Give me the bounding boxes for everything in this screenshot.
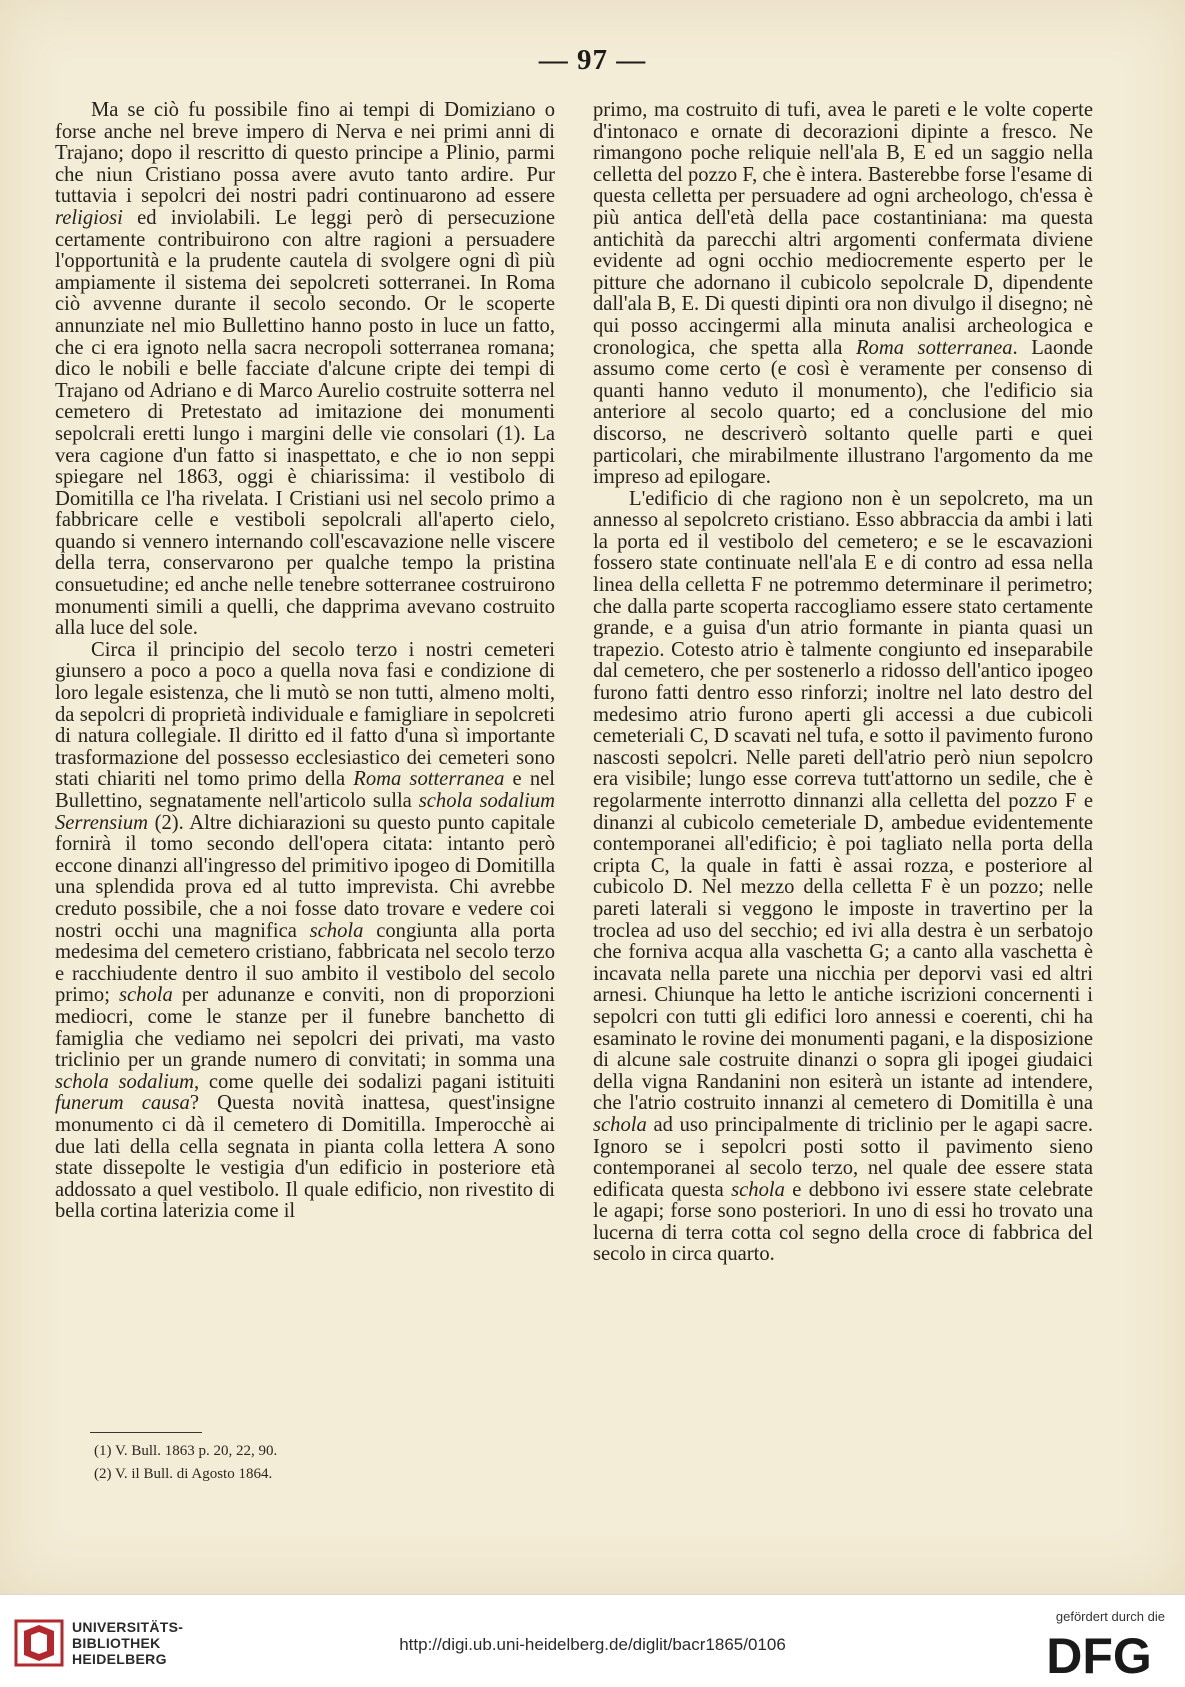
page-number: — 97 —	[538, 44, 647, 76]
right-column	[593, 100, 1093, 1266]
paragraph: L'edificio di che ragiono non è un sepolcreto, ma un annesso al sepolcreto cristiano. Esso abbraccia da ambi i lati la porta ed il vestibolo del cemetero; e se le escavazioni fossero state continuate nell'ala E e di contro ad essa nella linea della celletta F ne potremmo determinare il perimetro; che dalla parte scoperta raccogliamo essere stato certamente grande, e a guisa d'un atrio formante in pianta quasi un trapezio. Cotesto atrio è talmente congiunto ed inseparabile dal cemetero, che per sostenerlo a ridosso dell'antico ipogeo furono fatti dentro esso rinforzi; inoltre nel lato destro del medesimo atrio furono aperti gli accessi a due cubicoli cemeteriali C, D scavati nel tufa, e sotto il pavimento furono nascosti sepolcri. Nelle pareti dell'atrio però niun sepolcro era visibile; lungo esse correva tutt'attorno un sedile, che è regolarmente interrotto dinnanzi alla celletta del pozzo F e dinanzi al cubicolo cemeteriale D, ambedue evidentemente contemporanei all'edificio; è poi tagliato nella porta della cripta C, la quale in fatti è assai rozza, e posteriore al cubicolo D. Nel mezzo della celletta F è un pozzo; nelle pareti laterali si veggono le imposte in travertino per la troclea ad uso del secchio; ed ivi alla destra è un serbatojo che forniva acqua alla vaschetta G; a canto alla vaschetta è incavata nella parete una nicchia per deporvi vasi ed altri arnesi. Chiunque ha letto le antiche iscrizioni concernenti i sepolcri con tutti gli edifici loro annessi e coerenti, chi ha esaminato le rovine dei monumenti pagani, e la disposizione di alcune sale costruite dinanzi o sopra gli ipogei giudaici della vigna Randanini non esiterà un istante ad intendere, che l'atrio costruito innanzi al cemetero di Domitilla è una schola ad uso principalmente di triclinio per le agapi sacre. Ignoro se i sepolcri posti sotto il pavimento sieno contemporanei al secolo terzo, nel quale dee essere stata edificata questa schola e debbono ivi essere state celebrate le agapi; forse sono posteriori. In uno di essi ho trovato una lucerna di terra cotta col segno della croce di fabbrica del secolo in circa quarto.	[593, 487, 1093, 1266]
permalink-url[interactable]: http://digi.ub.uni-heidelberg.de/diglit/bacr1865/0106	[399, 1635, 786, 1654]
left-column	[55, 100, 555, 1223]
footnote: (1) V. Bull. 1863 p. 20, 22, 90.	[94, 1443, 278, 1459]
footnote-divider	[90, 1432, 202, 1433]
library-name-line: UNIVERSITÄTS-	[72, 1619, 184, 1635]
paragraph: primo, ma costruito di tufi, avea le pareti e le volte coperte d'intonaco e ornate di decorazioni dipinte a fresco. Ne rimangono poche reliquie nell'ala B, E ed un saggio nella celletta del pozzo F, che è intera. Basterebbe forse l'esame di questa celletta per persuadere ad ogni archeologo, ch'essa è più antica dell'età della pace costantiniana: ma questa antichità da parecchi altri argomenti confermata diviene evidente ad ogni occhio mediocremente esperto per le pitture che adornano il cubicolo sepolcrale D, dipendente dall'ala B, E. Di questi dipinti ora non divulgo il disegno; nè qui posso accingermi alla minuta analisi archeologica e cronologica, che spetta alla Roma sotterranea. Laonde assumo come certo (e così è veramente per consenso di quanti hanno veduto il monumento), che l'edificio sia anteriore al secolo quarto; ed a conclusione del mio discorso, ne descriverò soltanto quelle parti e quei particolari, che mirabilmente illustrano l'argomento da me impreso ad epilogare.	[593, 99, 1093, 489]
footnote: (2) V. il Bull. di Agosto 1864.	[94, 1466, 273, 1482]
paragraph: Circa il principio del secolo terzo i nostri cemeteri giunsero a poco a poco a quella nova fasi e condizione di loro legale esistenza, che li mutò se non tutti, almeno molti, da sepolcri di proprietà individuale e famigliare in sepolcreti di natura collegiale. Il diritto ed il fatto d'una sì importante trasformazione del possesso ecclesiastico dei cemeteri sono stati chiariti nel tomo primo della Roma sotterranea e nel Bullettino, segnatamente nell'articolo sulla schola sodalium Serrensium (2). Altre dichiarazioni su questo punto capitale fornirà il tomo secondo dell'opera citata: intanto però eccone dinanzi all'ingresso del primitivo ipogeo di Domitilla una splendida prova ed al tutto imprevista. Chi avrebbe creduto possibile, che a noi fosse dato trovare e vedere coi nostri occhi una magnifica schola congiunta alla porta medesima del cemetero cristiano, fabbricata nel secolo terzo e racchiudente dentro il suo ambito il vestibolo del secolo primo; schola per adunanze e conviti, non di proporzioni mediocri, come le stanze per il funebre banchetto di famiglia che vediamo nei sepolcri dei privati, ma vasto triclinio per un grande numero di convitati; in somma una schola sodalium, come quelle dei sodalizi pagani istituiti funerum causa? Questa novità inattesa, quest'insigne monumento ci dà il cemetero di Domitilla. Imperocchè ai due lati della cella segnata in pianta colla lettera A sono state dissepolte le vestigia d'un edificio in posteriore età addossato a quel vestibolo. Il quale edificio, non rivestito di bella cortina laterizia come il	[55, 638, 556, 1223]
funding-note: gefördert durch die	[1055, 1609, 1165, 1624]
library-name-line: BIBLIOTHEK	[72, 1635, 161, 1651]
paragraph: Ma se ciò fu possibile fino ai tempi di Domiziano o forse anche nel breve impero di Nerva e nei primi anni di Trajano; dopo il rescritto di questo principe a Plinio, parmi che niun Cristiano possa avere avuto tanto ardire. Pur tuttavia i sepolcri dei nostri padri continuarono ad essere religiosi ed inviolabili. Le leggi però di persecuzione certamente contribuirono con altre ragioni a persuadere l'opportunità e la prudente cautela di svolgere ogni dì più ampiamente il sistema dei sepolcreti sotterranei. In Roma ciò avvenne durante il secolo secondo. Or le scoperte annunziate nel mio Bullettino hanno posto in luce un fatto, che ci era ignoto nella sacra necropoli sotterranea romana; dico le nobili e belle facciate d'alcune cripte dei tempi di Trajano od Adriano e di Marco Aurelio costruite sotterra nel cemetero di Pretestato ad imitazione dei monumenti sepolcrali eretti lungo i margini delle vie consolari (1). La vera cagione d'un fatto si inaspettato, e che io non seppi spiegare nel 1863, oggi è chiarissima: il vestibolo di Domitilla ce l'ha rivelata. I Cristiani usi nel secolo primo a fabbricare celle e vestiboli sepolcrali all'aperto cielo, quando si vennero internando coll'escavazione nelle viscere della terra, conservarono per qualche tempo la pristina consuetudine; ed anche nelle tenebre sotterranee costruirono monumenti simili a quelli, che dapprima avevano costruito alla luce del sole.	[55, 99, 555, 640]
footnotes	[94, 1440, 554, 1486]
library-name-line: HEIDELBERG	[72, 1651, 167, 1667]
viewer-footer	[0, 1594, 1185, 1687]
dfg-logo-icon	[1033, 1631, 1165, 1677]
dfg-logo-text: DFG	[1046, 1631, 1152, 1677]
